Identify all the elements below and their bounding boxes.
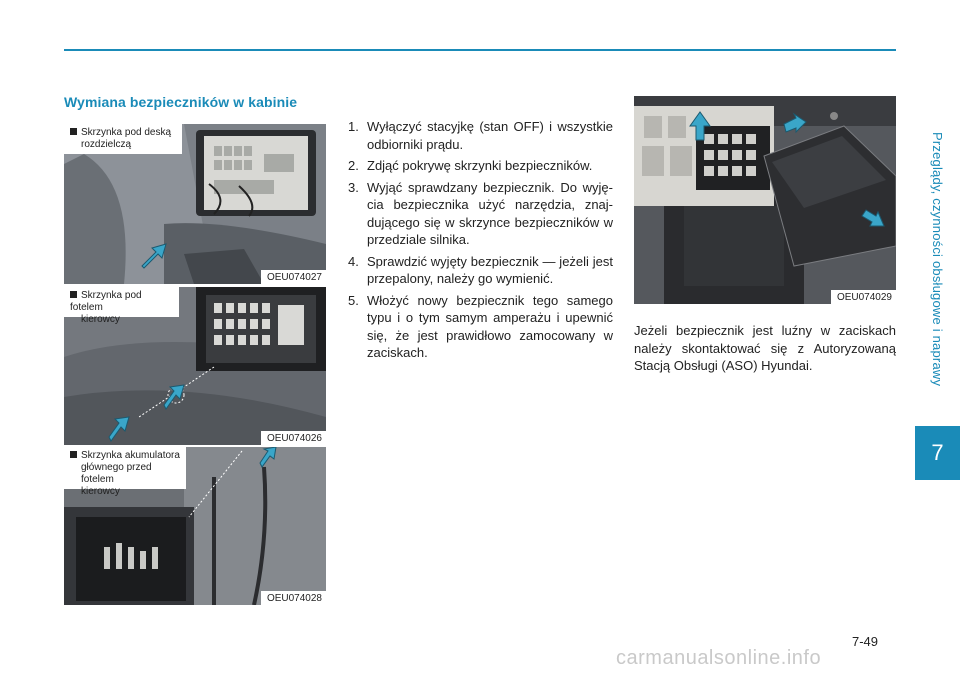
caption-text: kierowcy bbox=[81, 486, 120, 497]
chapter-side-title: Przeglądy, czynności obsługowe i naprawy bbox=[930, 132, 945, 387]
figure-dashboard-fuse-box bbox=[64, 124, 326, 284]
figure-code: OEU074029 bbox=[831, 290, 896, 304]
caption-text: kierowcy bbox=[81, 314, 120, 325]
step-item bbox=[348, 292, 613, 362]
figure-code: OEU074026 bbox=[261, 431, 326, 445]
figure-engine-fuse-box bbox=[634, 96, 896, 304]
caption-text: Skrzynka akumulatora bbox=[81, 450, 180, 461]
figure-seat-fuse-box bbox=[64, 287, 326, 445]
figure-code: OEU074027 bbox=[261, 270, 326, 284]
caption-text: rozdzielczą bbox=[81, 139, 132, 150]
step-text: Włożyć nowy bezpiecznik tego samego typu i o tym samym amperażu i upewnić się, że jest prawidłowo zamocowany w zaciskach. bbox=[367, 292, 613, 360]
figure-code: OEU074028 bbox=[261, 591, 326, 605]
step-item bbox=[348, 179, 613, 249]
bullet-square-icon bbox=[70, 291, 77, 298]
bullet-square-icon bbox=[70, 451, 77, 458]
top-rule bbox=[64, 49, 896, 51]
step-number: 5. bbox=[348, 292, 359, 308]
section-title: Wymiana bezpieczników w kabinie bbox=[64, 94, 298, 110]
step-number: 1. bbox=[348, 119, 359, 134]
page-number: 7-49 bbox=[852, 634, 879, 649]
watermark: carmanualsonline.info bbox=[616, 647, 822, 669]
figure-caption bbox=[64, 124, 182, 154]
caption-text: Skrzynka pod fotelem bbox=[70, 290, 142, 313]
caption-text: głównego przed fotelem bbox=[81, 462, 152, 485]
figure-caption bbox=[64, 447, 186, 497]
caption-text: Skrzynka pod deską bbox=[81, 127, 172, 138]
figure-battery-fuse-box bbox=[64, 447, 326, 605]
step-text: Sprawdzić wyjęty bezpiecznik — jeżeli jest przepalony, należy go wymienić. bbox=[367, 253, 613, 286]
step-text: Zdjąć pokrywę skrzynki bezpieczników. bbox=[367, 158, 593, 173]
step-item bbox=[348, 118, 613, 153]
step-text: Wyłączyć stacyjkę (stan OFF) i wszystkie odbiorniki prądu. bbox=[367, 119, 613, 152]
step-item bbox=[348, 157, 613, 175]
step-number: 3. bbox=[348, 179, 359, 195]
step-number: 2. bbox=[348, 158, 359, 173]
step-number: 4. bbox=[348, 253, 359, 269]
chapter-tab: 7 bbox=[915, 426, 960, 480]
steps-list bbox=[348, 118, 613, 366]
step-text: Wyjąć sprawdzany bezpiecznik. Do wyję-cia bezpiecznika użyć narzędzia, znaj-dującego się w skrzynce bezpieczników w przedziale silnika. bbox=[367, 179, 613, 247]
figure-caption bbox=[64, 287, 179, 325]
step-item bbox=[348, 253, 613, 288]
note-paragraph: Jeżeli bezpiecznik jest luźny w zaciskach należy skontaktować się z Autoryzowaną Stacją Obsługi (ASO) Hyundai. bbox=[634, 323, 896, 373]
bullet-square-icon bbox=[70, 128, 77, 135]
engine-bay-photo bbox=[634, 96, 896, 304]
